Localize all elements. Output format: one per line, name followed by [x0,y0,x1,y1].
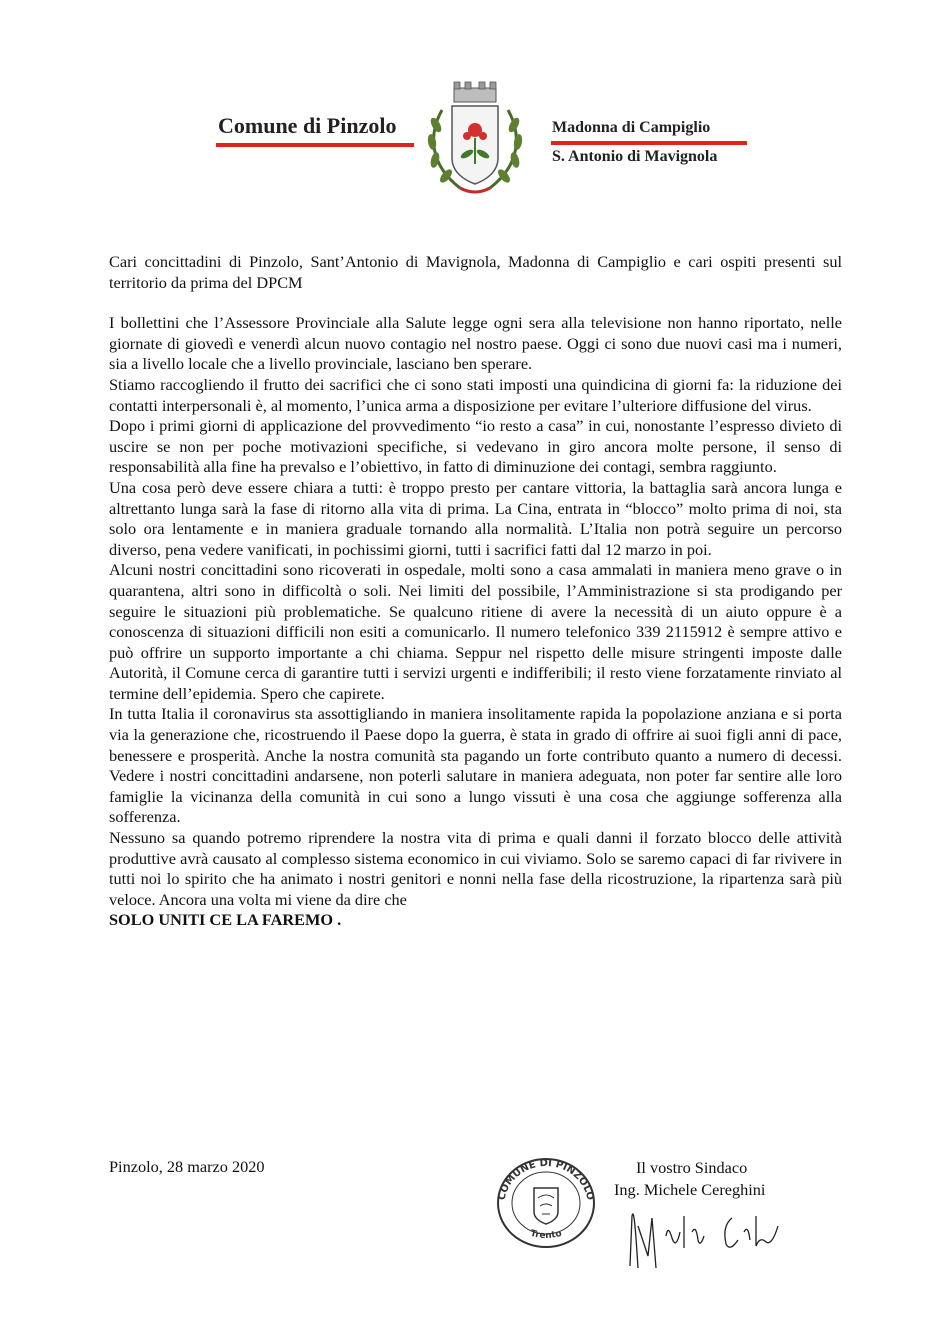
place-date: Pinzolo, 28 marzo 2020 [109,1157,265,1176]
svg-text:Trento [529,1229,563,1241]
red-rule-right [551,141,747,145]
municipality-title [218,113,396,139]
letterhead [0,80,950,210]
letter-body [109,252,842,931]
municipality-name: Comune di Pinzolo [218,113,397,138]
coat-of-arms-icon [420,80,530,200]
red-rule-left [216,143,414,147]
paragraph: Stiamo raccogliendo il frutto dei sacrifici che ci sono stati imposti una quindicina di giorni fa: la riduzione dei contatti interpersonali è, al momento, l’unica arma a disposizione per evitare l’ulteriore diffusione del virus. [109,374,842,415]
hamlet-madonna: Madonna di Campiglio [552,119,711,136]
hamlet-mavignola: S. Antonio di Mavignola [552,148,718,165]
sign-name: Ing. Michele Cereghini [614,1180,766,1199]
closing-motto: SOLO UNITI CE LA FAREMO . [109,910,342,930]
paragraph: I bollettini che l’Assessore Provinciale alla Salute legge ogni sera alla televisione non hanno riportato, nelle giornate di giovedì e venerdì alcun nuovo contagio nel nostro paese. Oggi ci sono due nuovi casi ma i numeri, sia a livello locale che a livello provinciale, lasciano ben sperare. [109,313,842,374]
handwritten-signature-icon [622,1196,802,1276]
paragraph: Nessuno sa quando potremo riprendere la nostra vita di prima e quali danni il forzato blocco delle attività produttive avrà causato al complesso sistema economico in cui viviamo. Solo se saremo capaci di far rivivere in tutti noi lo spirito che ha animato i nostri genitori e nonni nella fase della ricostruzione, la ripartenza sarà più veloce. Ancora una volta mi viene da dire che [109,828,842,909]
paragraph: Dopo i primi giorni di applicazione del provvedimento “io resto a casa” in cui, nonostante l’espresso divieto di uscire se non per poche motivazioni specifiche, si vedevano in giro ancora molte persone, il senso di responsabilità alla fine ha prevalso e l’obiettivo, in fatto di diminuzione dei contagi, sembra raggiunto. [109,416,842,477]
salutation: Cari concittadini di Pinzolo, Sant’Antonio di Mavignola, Madonna di Campiglio e cari ospiti presenti sul territorio da prima del DPCM [109,252,842,292]
stamp-top-text: COMUNE DI PINZOLO [496,1157,596,1202]
municipal-stamp-icon [486,1148,606,1248]
paragraph: Una cosa però deve essere chiara a tutti: è troppo presto per cantare vittoria, la battaglia sarà ancora lunga e altrettanto lunga sarà la fase di ritorno alla vita di prima. La Cina, entrata in “blocco” molto prima di noi, sta solo ora lentamente e in maniera graduale tornando alla normalità. L’Italia non potrà seguire un percorso diverso, pena vedere vanificati, in pochissimi giorni, tutti i sacrifici fatti dal 12 marzo in poi. [109,477,842,559]
stamp-bottom-text: Trento [529,1228,563,1242]
paragraph: Alcuni nostri concittadini sono ricoverati in ospedale, molti sono a casa ammalati in maniera meno grave o in quarantena, altri sono in difficoltà o soli. Nei limiti del possibile, l’Amministrazione si sta prodigando per seguire le situazioni più problematiche. Se qualcuno ritiene di avere la necessità di un aiuto oppure è a conoscenza di situazioni difficili non esiti a comunicarlo. Il numero telefonico 339 2115912 è sempre attivo e può offrire un supporto importante a chi chiama. Seppur nel rispetto delle misure stringenti imposte dalle Autorità, il Comune cerca di garantire tutti i servizi urgenti e indifferibili; il resto viene forzatamente rinviato al termine dell’epidemia. Spero che capirete. [109,560,842,703]
hamlets-title [552,118,747,167]
sign-title: Il vostro Sindaco [636,1158,748,1177]
paragraph: In tutta Italia il coronavirus sta assottigliando in maniera insolitamente rapida la popolazione anziana e si porta via la generazione che, ricostruendo il Paese dopo la guerra, è stata in grado di offrire ai suoi figli anni di pace, benessere e prosperità. Anche la nostra comunità sta pagando un forte contributo quanto a numero di decessi. Vedere i nostri concittadini andarsene, non poterli salutare in maniera adeguata, non poter far sentire alle loro famiglie la vicinanza della comunità in cui sono a lungo vissuti è una cosa che aggiunge sofferenza alla sofferenza. [109,704,842,827]
signature-block [614,1157,765,1201]
